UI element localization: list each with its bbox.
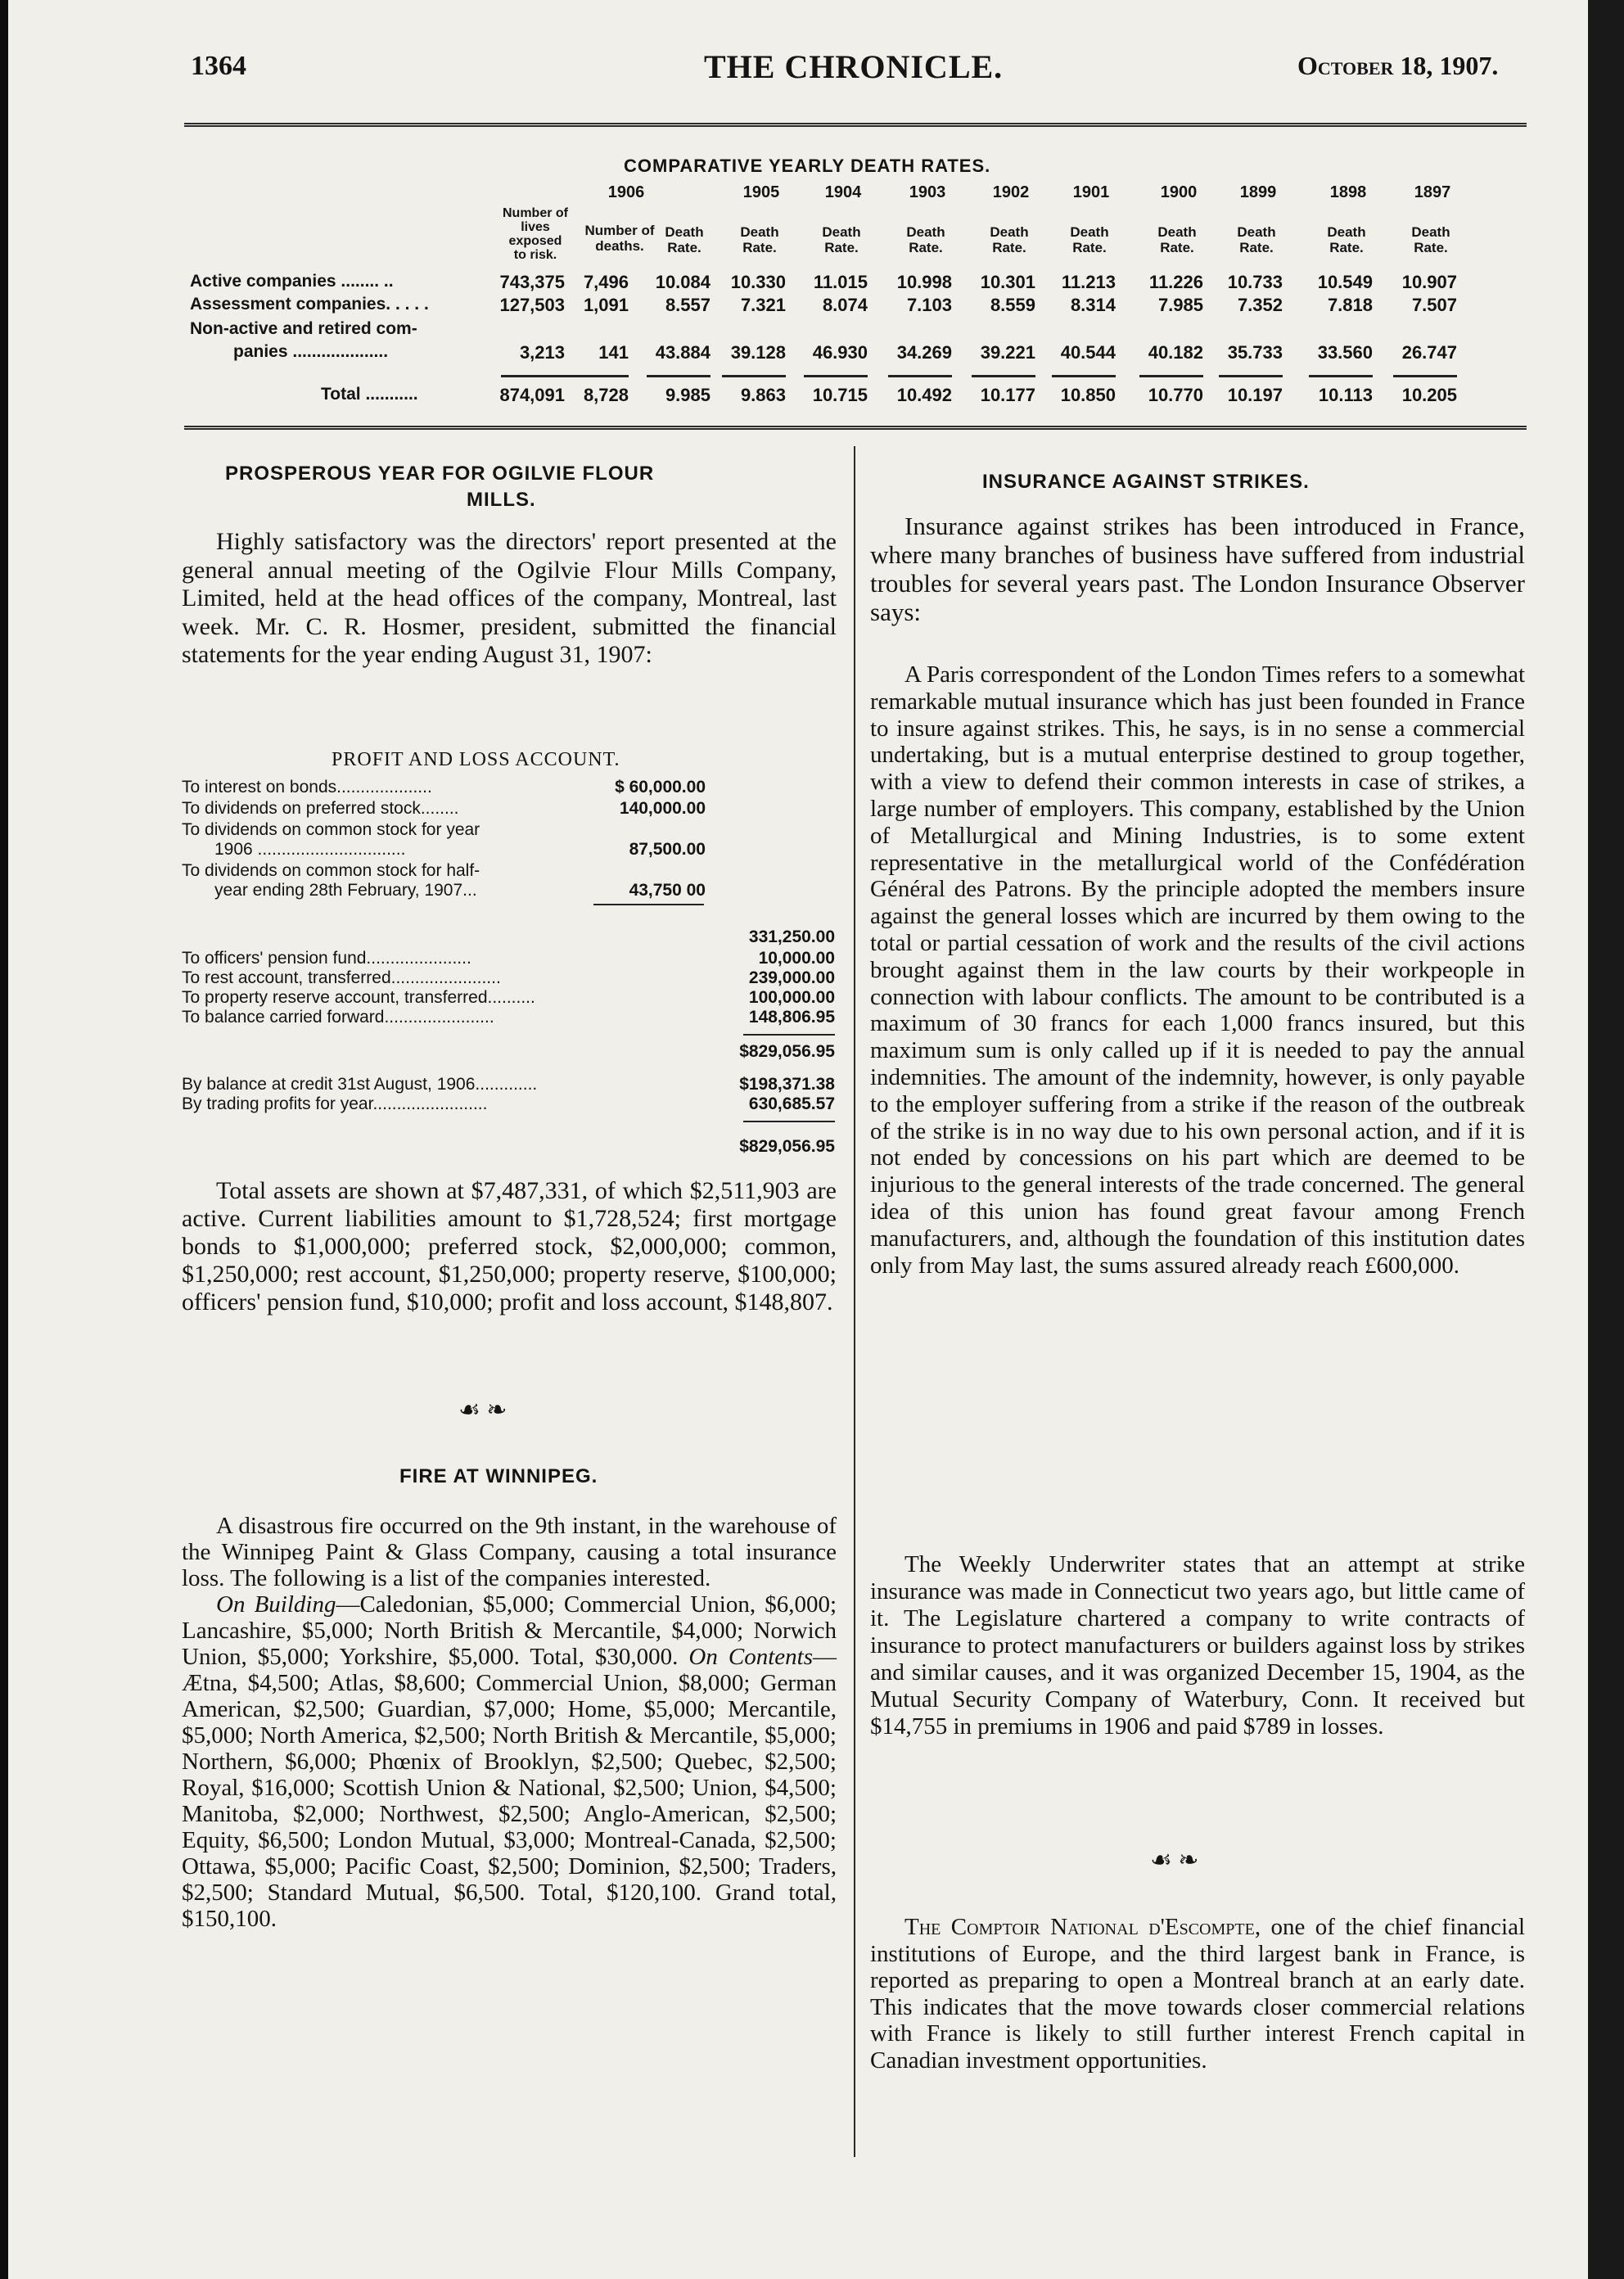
table-cell: 7.507 <box>1411 295 1457 315</box>
table-cell: 3,213 <box>519 342 565 363</box>
header-rule <box>184 123 1527 127</box>
strikes-heading: INSURANCE AGAINST STRIKES. <box>982 471 1310 493</box>
total-rule <box>743 1121 835 1122</box>
table-cell: 7.818 <box>1327 295 1373 315</box>
table-cell: 40.182 <box>1148 342 1203 363</box>
account-item-label: To property reserve account, transferred.......... <box>182 988 535 1007</box>
on-contents-label: On Contents <box>688 1644 814 1670</box>
masthead-title: THE CHRONICLE. <box>704 48 1004 85</box>
year-header: 1900 <box>1160 183 1198 201</box>
issue-date: October 18, 1907. <box>1297 51 1499 80</box>
table-cell: 7.985 <box>1157 295 1203 315</box>
comptoir-lead: The Comptoir National d'Escompte, <box>904 1914 1261 1940</box>
table-cell: 743,375 <box>499 272 565 292</box>
strikes-connecticut: The Weekly Underwriter states that an attempt at strike insurance was made in Connecticut two years ago, but little came of it. The Legislature chartered a company to write contracts of insurance to protect manufacturers or builders against loss by strikes and similar causes, and it was organized December 15, 1904, as the Mutual Security Company of Waterbury, Conn. It received but $14,755 in premiums in 1906 and paid $789 in losses. <box>870 1551 1525 1740</box>
death-rate-header: Death Rate. <box>1237 224 1276 255</box>
account-item-amount: 148,806.95 <box>748 1008 835 1027</box>
table-row-label: Assessment companies. . . . . <box>190 295 429 314</box>
account-item-label-cont: year ending 28th February, 1907... <box>214 881 477 900</box>
total-rule <box>565 375 629 377</box>
ogilvie-heading-2: MILLS. <box>467 489 536 511</box>
table-row-label: Non-active and retired com- <box>190 319 417 338</box>
strikes-quote: A Paris correspondent of the London Times refers to a somewhat remarkable mutual insurance which has just been founded in France to insure against strikes. This, he says, is in no sense a commercial undertaking, but is a mutual enterprise destined to group together, with a view to defend their common interests in case of strikes, a large number of employers. This company, established by the Union of Metallurgical and Mining Industries, is to some extent representative in the metallurgical world of the Confédération Général des Patrons. By the principle adopted the members insure against the general losses which are incurred by them owing to the total or partial cessation of work and the results of the civil actions brought against them in the law courts by their workpeople in connection with labour conflicts. The amount to be contributed is a maximum of 30 francs for each 1,000 francs insured, but this maximum sum is only called up if it is needed to pay the annual indemnities. The amount of the indemnity, however, is only payable to the employer suffering from a strike if the reason of the outbreak of the strike is in no way due to his own personal action, and if it is not ended by concessions on his part which are deemed to be injurious to the general interests of the trade concerned. The general idea of this union has found great favour among French manufacturers, and, although the foundation of this institution dates only from May last, the sums assured already reach £600,000. <box>870 661 1525 1279</box>
table-cell: 10.733 <box>1227 272 1283 292</box>
table-bottom-rule <box>184 426 1527 430</box>
table-cell: 8.074 <box>822 295 868 315</box>
table-row-label: Active companies ........ .. <box>190 272 394 291</box>
table-cell: 10.205 <box>1401 385 1457 405</box>
page-edge-shadow <box>1588 0 1624 2279</box>
table-cell: 10.084 <box>655 272 710 292</box>
account-credit-amount: $198,371.38 <box>739 1075 835 1094</box>
total-rule <box>888 375 952 377</box>
table-cell: 43.884 <box>655 342 710 363</box>
total-rule <box>972 375 1035 377</box>
account-title: PROFIT AND LOSS ACCOUNT. <box>332 749 620 770</box>
death-rate-header: Death Rate. <box>906 224 945 255</box>
ornament-2: ☙ ❧ <box>1150 1847 1199 1874</box>
table-cell: 10.113 <box>1318 385 1373 405</box>
table-cell: 10.301 <box>980 272 1035 292</box>
ogilvie-closing: Total assets are shown at $7,487,331, of which $2,511,903 are active. Current liabilities amount to $1,728,524; first mortgage bonds to $1,000,000; preferred stock, $2,000,000; common, $1,250,000; rest account, $1,250,000; property reserve, $100,000; officers' pension fund, $10,000; profit and loss account, $148,807. <box>182 1177 837 1316</box>
account-credit-label: By trading profits for year........................ <box>182 1094 488 1113</box>
death-rate-header: Death Rate. <box>1411 224 1450 255</box>
table-row-label-cont: panies .................... <box>233 342 389 361</box>
total-rule <box>743 1034 835 1036</box>
table-cell: 26.747 <box>1401 342 1457 363</box>
table-cell: 9.863 <box>740 385 786 405</box>
table-cell: 35.733 <box>1227 342 1283 363</box>
account-item-amount: 140,000.00 <box>619 799 706 818</box>
table-cell: 10.330 <box>730 272 786 292</box>
table-cell: 39.221 <box>980 342 1035 363</box>
year-header: 1899 <box>1239 183 1277 201</box>
year-header: 1904 <box>824 183 862 201</box>
table-cell: 1,091 <box>583 295 629 315</box>
table-cell: 10.907 <box>1401 272 1457 292</box>
account-subtotal: 331,250.00 <box>748 927 835 946</box>
total-rule <box>1219 375 1283 377</box>
year-1906: 1906 <box>607 183 645 201</box>
account-item-label: To dividends on common stock for year <box>182 820 480 839</box>
account-item-amount: 10,000.00 <box>758 949 835 968</box>
death-rate-header: Death Rate. <box>740 224 779 255</box>
column-divider <box>854 446 855 2157</box>
account-credit-amount: 630,685.57 <box>748 1094 835 1113</box>
account-total: $829,056.95 <box>739 1137 835 1156</box>
table-cell: 39.128 <box>730 342 786 363</box>
account-item-label: To interest on bonds.................... <box>182 778 432 797</box>
table-cell: 46.930 <box>812 342 868 363</box>
table-cell: 33.560 <box>1317 342 1373 363</box>
total-rule <box>1309 375 1373 377</box>
table-cell: 34.269 <box>896 342 952 363</box>
winnipeg-heading: FIRE AT WINNIPEG. <box>399 1465 598 1487</box>
page-number: 1364 <box>191 51 246 81</box>
table-cell: 7.103 <box>906 295 952 315</box>
account-item-label: To officers' pension fund...................... <box>182 949 471 968</box>
total-rule <box>1393 375 1457 377</box>
table-cell: 10.850 <box>1060 385 1116 405</box>
on-building-label: On Building <box>216 1591 336 1618</box>
account-item-label: To balance carried forward....................... <box>182 1008 494 1027</box>
account-item-label-cont: 1906 ............................... <box>214 840 406 859</box>
winnipeg-article: A disastrous fire occurred on the 9th instant, in the warehouse of the Winnipeg Paint & Glass Company, causing a total insurance loss. The following is a list of the companies interested. On Building—Caledonian, $5,000; Commercial Union, $6,000; Lancashire, $5,000; North British & Mercantile, $4,000; Norwich Union, $5,000; Yorkshire, $5,000. Total, $30,000. On Contents—Ætna, $4,500; Atlas, $8,600; Commercial Union, $8,000; German American, $2,500; Guardian, $7,000; Home, $5,000; Mercantile, $5,000; North America, $2,500; North British & Mercantile, $5,000; Northern, $6,000; Phœnix of Brooklyn, $2,500; Quebec, $2,500; Royal, $16,000; Scottish Union & National, $2,500; Union, $4,500; Manitoba, $2,000; Northwest, $2,500; Anglo-American, $2,500; Equity, $6,500; London Mutual, $3,000; Montreal-Canada, $2,500; Ottawa, $5,000; Pacific Coast, $2,500; Dominion, $2,500; Traders, $2,500; Standard Mutual, $6,500. Total, $120,100. Grand total, $150,100. <box>182 1513 837 1932</box>
subtotal-rule <box>593 904 704 905</box>
table-cell: 8,728 <box>583 385 629 405</box>
account-item-amount: 43,750 00 <box>629 881 706 900</box>
total-rule <box>1139 375 1203 377</box>
account-item-amount: 239,000.00 <box>748 968 835 987</box>
table-cell: 874,091 <box>499 385 565 405</box>
total-rule <box>1052 375 1116 377</box>
strikes-intro: Insurance against strikes has been introduced in France, where many branches of business have suffered from industrial troubles for several years past. The London Insurance Observer says: <box>870 512 1525 626</box>
table-cell: 11.213 <box>1061 272 1116 292</box>
table-cell: 11.226 <box>1148 272 1203 292</box>
total-rule <box>501 375 565 377</box>
account-item-label: To dividends on common stock for half- <box>182 861 480 880</box>
death-rate-header: Death Rate. <box>990 224 1029 255</box>
table-cell: 127,503 <box>499 295 565 315</box>
death-rate-header: Death Rate. <box>1070 224 1109 255</box>
account-credit-label: By balance at credit 31st August, 1906............. <box>182 1075 538 1094</box>
table-cell: 10.197 <box>1227 385 1283 405</box>
total-rule <box>804 375 868 377</box>
ogilvie-intro: Highly satisfactory was the directors' report presented at the general annual meeting of the Ogilvie Flour Mills Company, Limited, held at the head offices of the company, Montreal, last week. Mr. C. R. Hosmer, president, submitted the financial statements for the year ending August 31, 1907: <box>182 528 837 668</box>
account-item-label: To dividends on preferred stock........ <box>182 799 459 818</box>
table-cell: 9.985 <box>665 385 710 405</box>
table-title: COMPARATIVE YEARLY DEATH RATES. <box>624 156 991 176</box>
account-item-amount: 100,000.00 <box>748 988 835 1007</box>
table-cell: 10.770 <box>1148 385 1203 405</box>
table-cell: 141 <box>598 342 629 363</box>
total-rule <box>647 375 710 377</box>
col-deaths-header: Number of deaths. <box>584 223 655 254</box>
account-item-amount: $ 60,000.00 <box>615 778 706 797</box>
table-row-label: Total ........... <box>321 385 418 404</box>
year-header: 1905 <box>742 183 780 201</box>
table-cell: 8.557 <box>665 295 710 315</box>
table-cell: 10.715 <box>812 385 868 405</box>
table-cell: 8.314 <box>1070 295 1116 315</box>
account-total: $829,056.95 <box>739 1042 835 1061</box>
table-cell: 7.321 <box>740 295 786 315</box>
table-cell: 10.998 <box>896 272 952 292</box>
year-header: 1903 <box>909 183 946 201</box>
ornament-1: ☙ ❧ <box>458 1397 508 1424</box>
table-cell: 10.492 <box>896 385 952 405</box>
ogilvie-heading: PROSPEROUS YEAR FOR OGILVIE FLOUR <box>225 463 655 485</box>
year-header: 1902 <box>992 183 1030 201</box>
death-rate-header: Death Rate. <box>1157 224 1197 255</box>
year-header: 1898 <box>1329 183 1367 201</box>
table-cell: 40.544 <box>1060 342 1116 363</box>
year-header: 1901 <box>1072 183 1110 201</box>
table-cell: 10.549 <box>1317 272 1373 292</box>
table-cell: 8.559 <box>990 295 1035 315</box>
table-cell: 7.352 <box>1237 295 1283 315</box>
table-cell: 7,496 <box>583 272 629 292</box>
death-rate-header: Death Rate. <box>1327 224 1366 255</box>
death-rate-header: Death Rate. <box>665 224 704 255</box>
total-rule <box>722 375 786 377</box>
comptoir-article: The Comptoir National d'Escompte, one of the chief financial institutions of Europe, and the third largest bank in France, is reported as preparing to open a Montreal branch at an early date. This indicates that the move towards closer commercial relations with France is likely to still further interest French capital in Canadian investment opportunities. <box>870 1914 1525 2074</box>
year-header: 1897 <box>1414 183 1451 201</box>
col-lives-header: Number of lives exposed to risk. <box>503 206 568 262</box>
account-item-label: To rest account, transferred....................... <box>182 968 501 987</box>
table-cell: 10.177 <box>980 385 1035 405</box>
death-rate-header: Death Rate. <box>822 224 861 255</box>
account-item-amount: 87,500.00 <box>629 840 706 859</box>
table-cell: 11.015 <box>813 272 868 292</box>
